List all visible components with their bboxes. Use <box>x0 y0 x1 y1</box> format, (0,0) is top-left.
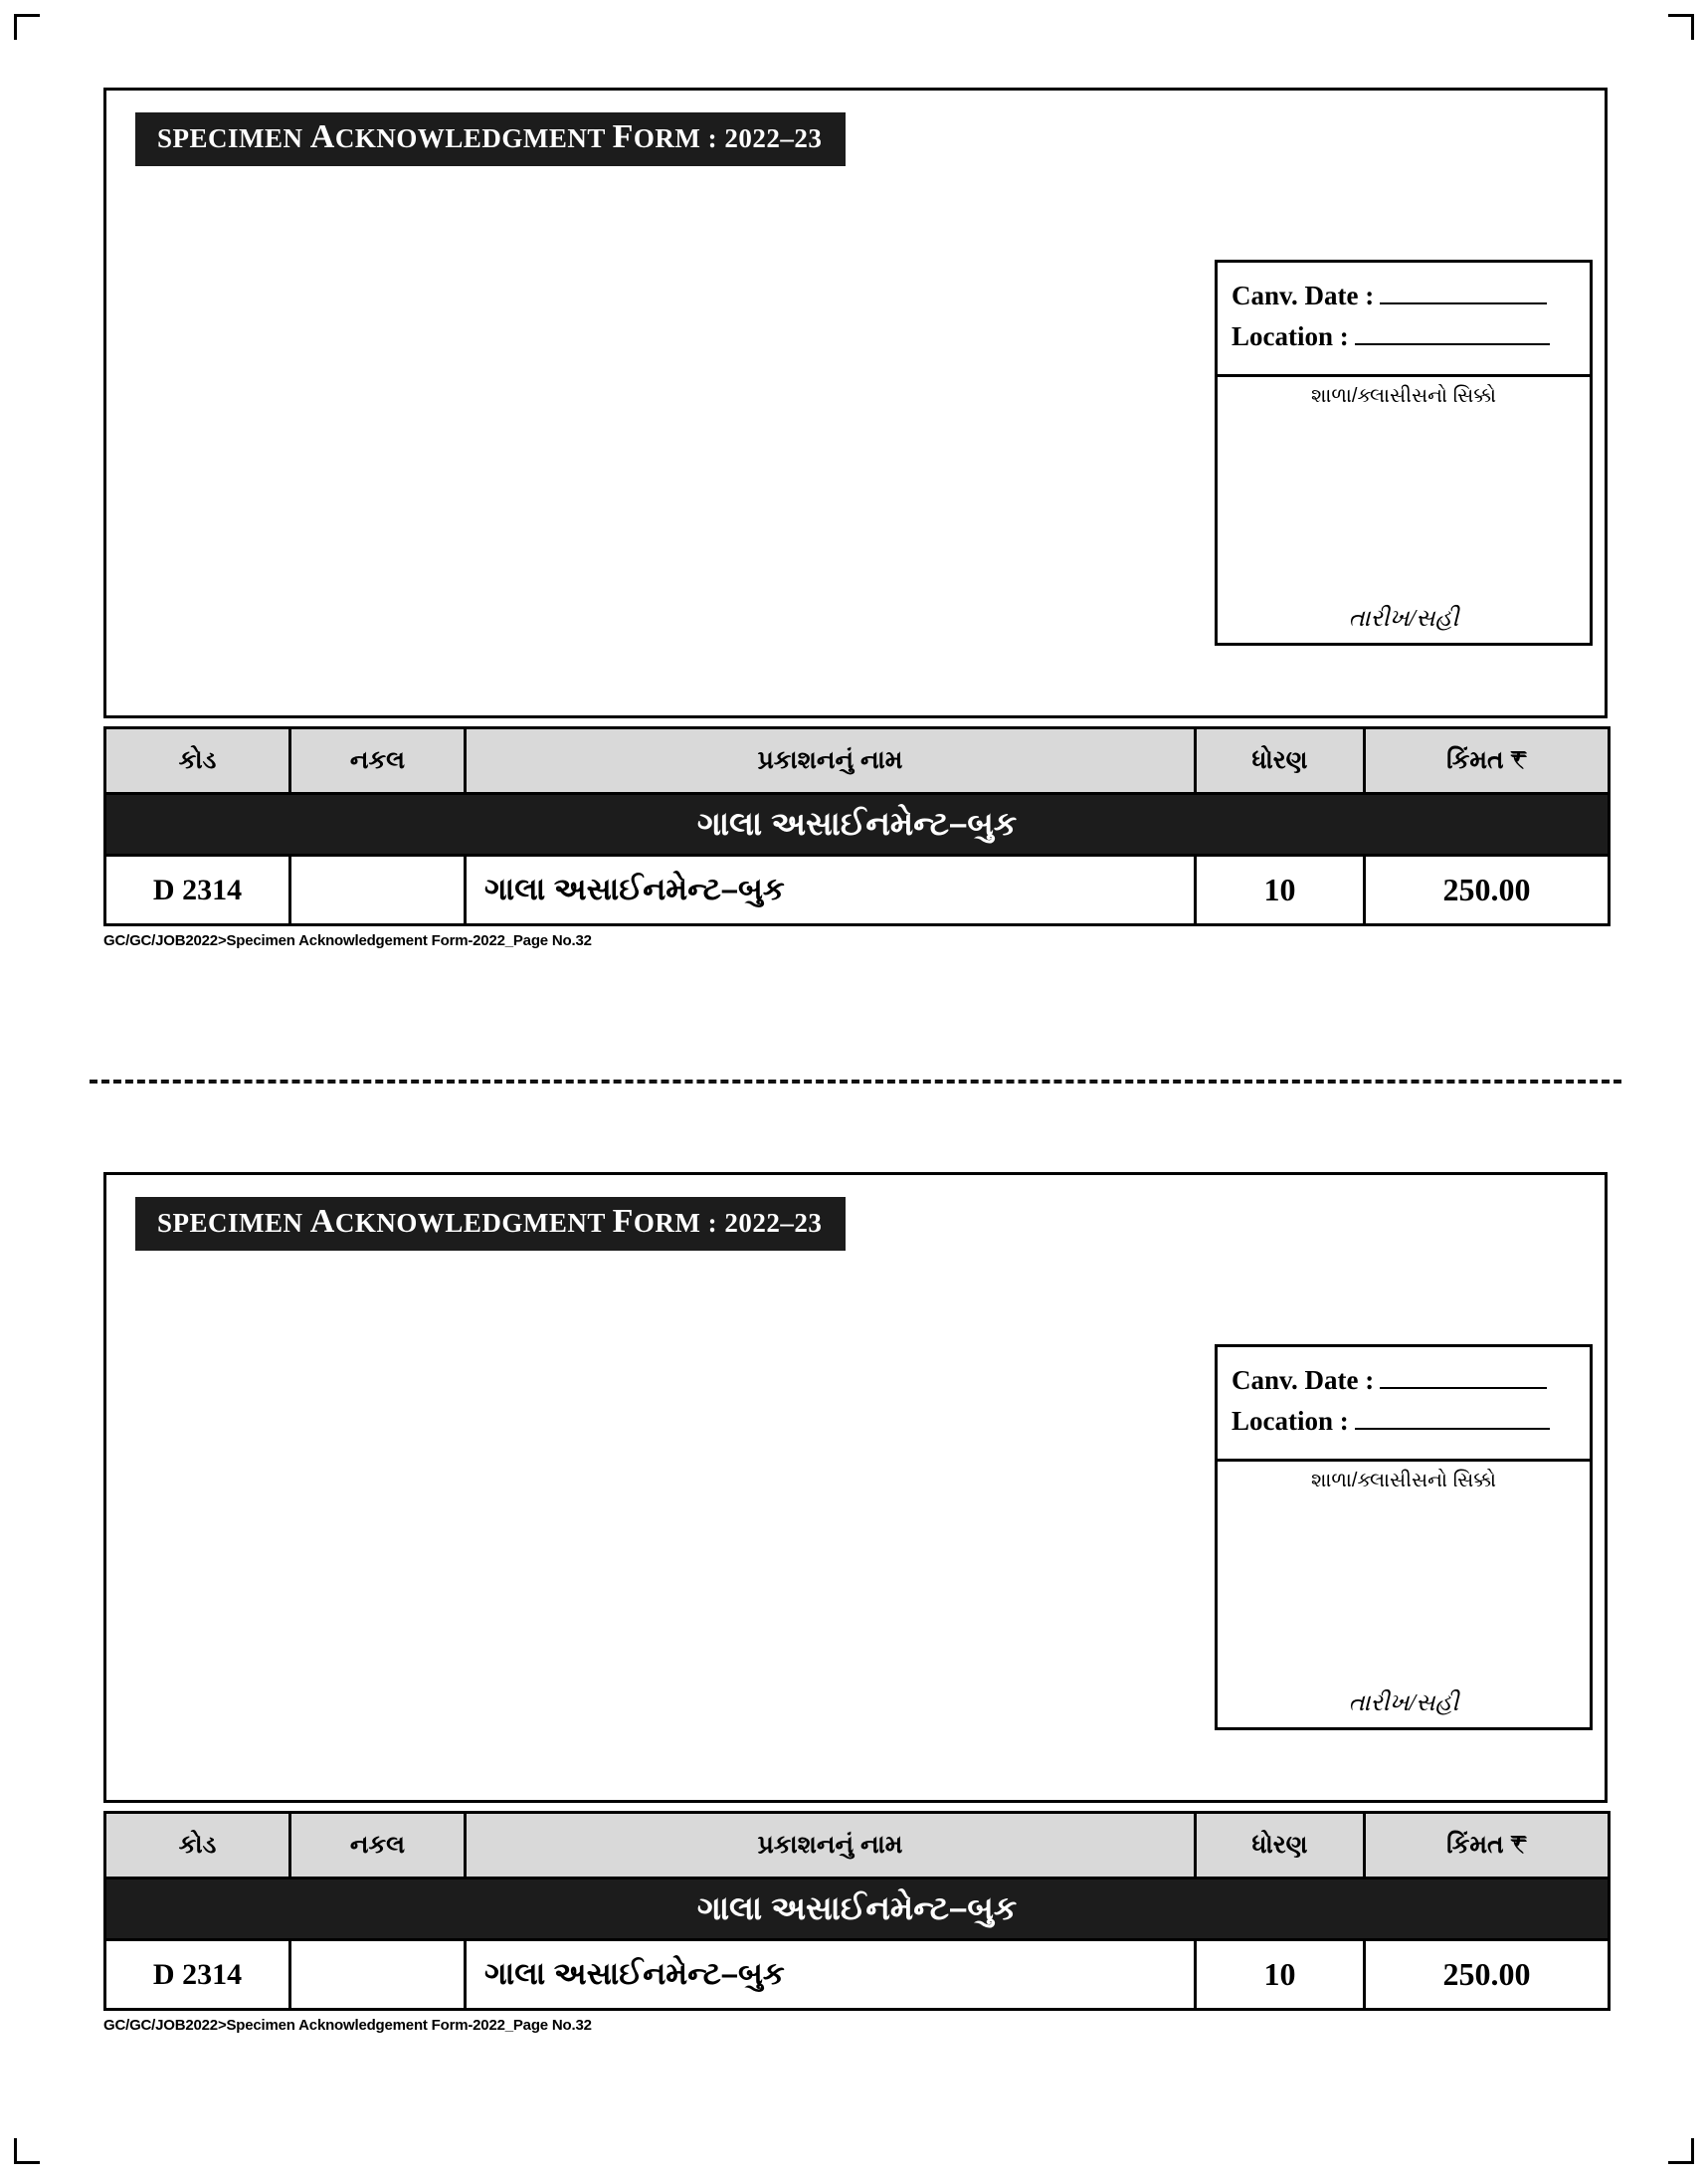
seal-label: શાળા/ક્લાસીસનો સિક્કો <box>1311 1470 1496 1491</box>
acknowledgment-form-copy-2 <box>103 1172 1608 2034</box>
date-signature-label: તારીખ/સહી <box>1348 1690 1459 1716</box>
form-title-text-2: PECIMEN <box>172 1208 310 1238</box>
header-standard: ધોરણ <box>1196 1813 1365 1879</box>
crop-mark-top-right <box>1668 14 1694 40</box>
header-copies: નકલ <box>290 1813 466 1879</box>
cell-code: D 2314 <box>105 1940 290 2010</box>
crop-mark-top-left <box>14 14 40 40</box>
location-field[interactable] <box>1232 1406 1590 1437</box>
group-band-label: ગાલા અસાઈનમેન્ટ–બુક <box>105 794 1610 856</box>
cell-standard: 10 <box>1196 1940 1365 2010</box>
form-title-text-4: CKNOWLEDGMENT <box>334 1208 613 1238</box>
canv-date-field[interactable] <box>1232 1365 1590 1396</box>
specimen-table <box>103 1811 1611 2011</box>
table-header-row <box>105 728 1610 794</box>
stamp-area <box>1215 1344 1593 1730</box>
cell-publication-name: ગાલા અસાઈનમેન્ટ–બુક <box>466 856 1196 925</box>
form-title-text-5: F <box>612 118 634 155</box>
canv-date-writeline[interactable] <box>1380 1386 1547 1389</box>
header-price: કિંમત ₹ <box>1365 1813 1610 1879</box>
cell-price: 250.00 <box>1365 1940 1610 2010</box>
location-label: Location : <box>1232 321 1349 351</box>
canv-date-label: Canv. Date : <box>1232 1365 1375 1395</box>
stamp-area <box>1215 260 1593 646</box>
table-group-band-row <box>105 794 1610 856</box>
location-label: Location : <box>1232 1406 1349 1436</box>
canv-date-field[interactable] <box>1232 281 1590 311</box>
form-upper-box <box>103 88 1608 718</box>
canv-date-label: Canv. Date : <box>1232 281 1375 310</box>
form-title-text: S <box>157 1208 173 1238</box>
table-header-row <box>105 1813 1610 1879</box>
table-group-band-row <box>105 1879 1610 1940</box>
header-code: કોડ <box>105 728 290 794</box>
form-title-text: S <box>157 123 173 153</box>
form-title-text-3: A <box>309 118 335 155</box>
table-row <box>105 1940 1610 2010</box>
cell-copies-input[interactable] <box>290 856 466 925</box>
form-title-text-4: CKNOWLEDGMENT <box>334 123 613 153</box>
header-copies: નકલ <box>290 728 466 794</box>
form-title-text-6: ORM : 2022–23 <box>633 1208 823 1238</box>
cell-code: D 2314 <box>105 856 290 925</box>
page-footnote: GC/GC/JOB2022>Specimen Acknowledgement Form-2022_Page No.32 <box>103 932 592 949</box>
header-standard: ધોરણ <box>1196 728 1365 794</box>
group-band-label: ગાલા અસાઈનમેન્ટ–બુક <box>105 1879 1610 1940</box>
page-footnote: GC/GC/JOB2022>Specimen Acknowledgement Form-2022_Page No.32 <box>103 2017 592 2034</box>
canv-date-writeline[interactable] <box>1380 301 1547 304</box>
crop-mark-bottom-right <box>1668 2138 1694 2164</box>
form-title-text-5: F <box>612 1203 634 1240</box>
form-title-banner <box>135 112 846 166</box>
location-writeline[interactable] <box>1355 1427 1550 1430</box>
crop-mark-bottom-left <box>14 2138 40 2164</box>
form-title-banner <box>135 1197 846 1251</box>
cut-here-dashed-line <box>90 1080 1621 1084</box>
specimen-table <box>103 726 1611 926</box>
header-code: કોડ <box>105 1813 290 1879</box>
cell-price: 250.00 <box>1365 856 1610 925</box>
header-price: કિંમત ₹ <box>1365 728 1610 794</box>
canvasser-details-box <box>1215 1344 1593 1462</box>
form-title-text-6: ORM : 2022–23 <box>633 123 823 153</box>
location-field[interactable] <box>1232 321 1590 352</box>
date-signature-label: તારીખ/સહી <box>1348 606 1459 632</box>
cell-copies-input[interactable] <box>290 1940 466 2010</box>
canvasser-details-box <box>1215 260 1593 377</box>
header-publication-name: પ્રકાશનનું નામ <box>466 728 1196 794</box>
header-publication-name: પ્રકાશનનું નામ <box>466 1813 1196 1879</box>
cell-standard: 10 <box>1196 856 1365 925</box>
seal-label: શાળા/ક્લાસીસનો સિક્કો <box>1311 385 1496 407</box>
cell-publication-name: ગાલા અસાઈનમેન્ટ–બુક <box>466 1940 1196 2010</box>
acknowledgment-form-copy-1 <box>103 88 1608 949</box>
table-row <box>105 856 1610 925</box>
form-title-text-2: PECIMEN <box>172 123 310 153</box>
school-seal-box[interactable] <box>1215 1462 1593 1730</box>
location-writeline[interactable] <box>1355 342 1550 345</box>
form-title-text-3: A <box>309 1203 335 1240</box>
form-upper-box <box>103 1172 1608 1803</box>
school-seal-box[interactable] <box>1215 377 1593 646</box>
